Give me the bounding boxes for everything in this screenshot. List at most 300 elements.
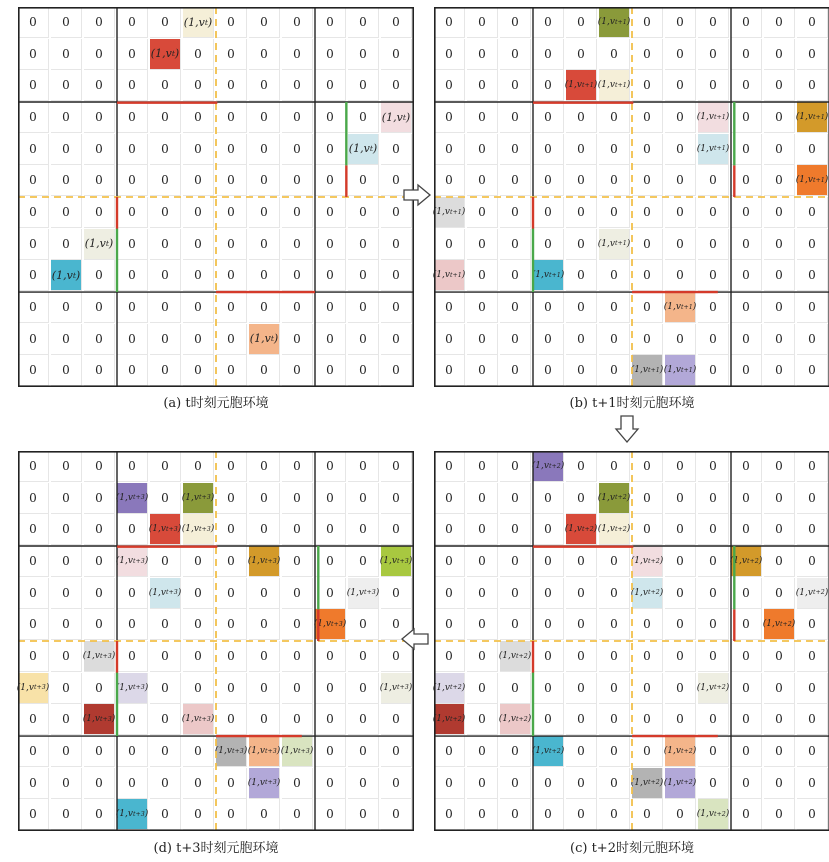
grid-cell: 0 (698, 197, 729, 228)
grid-cell: 0 (632, 641, 663, 672)
grid-cell: 0 (764, 768, 795, 799)
grid-cell: 0 (599, 546, 630, 577)
grid-cell: 0 (216, 70, 247, 101)
grid-cell: 0 (467, 483, 498, 514)
grid-cell: 0 (599, 768, 630, 799)
grid-cell: 0 (84, 102, 115, 133)
grid-cell: 0 (183, 102, 214, 133)
grid-cell: 0 (632, 514, 663, 545)
grid-cell: 0 (599, 134, 630, 165)
grid-cell: 0 (348, 546, 379, 577)
grid-cell: 0 (797, 673, 828, 704)
grid-cell: 0 (698, 292, 729, 323)
grid-cell: 0 (731, 799, 762, 830)
active-cell: (1, v t+2 ) (764, 609, 795, 640)
grid-cell: 0 (566, 673, 597, 704)
active-cell: (1, v t ) (51, 260, 82, 291)
grid-cell: 0 (183, 609, 214, 640)
grid-cell: 0 (467, 609, 498, 640)
grid-cell: 0 (18, 197, 49, 228)
grid-cell: 0 (216, 292, 247, 323)
grid-cell: 0 (731, 102, 762, 133)
grid-cell: 0 (150, 134, 181, 165)
grid-cell: 0 (183, 324, 214, 355)
grid-cell: 0 (282, 609, 313, 640)
grid-cell: 0 (381, 197, 412, 228)
active-cell: (1, v t+2 ) (665, 736, 696, 767)
grid-cell: 0 (731, 39, 762, 70)
grid-cell: 0 (632, 324, 663, 355)
grid-cell: 0 (381, 578, 412, 609)
grid-cell: 0 (249, 229, 280, 260)
grid-cell: 0 (51, 483, 82, 514)
grid-cell: 0 (566, 229, 597, 260)
grid-cell: 0 (797, 704, 828, 735)
grid-cell: 0 (216, 39, 247, 70)
arrow-left-icon (400, 627, 430, 651)
grid-cell: 0 (500, 514, 531, 545)
grid-cell: 0 (731, 197, 762, 228)
grid-cell: 0 (51, 197, 82, 228)
grid-cell: 0 (467, 704, 498, 735)
grid-cell: 0 (183, 197, 214, 228)
grid-cell: 0 (434, 483, 465, 514)
grid-cell: 0 (665, 451, 696, 482)
grid-cell: 0 (18, 355, 49, 386)
grid-cell: 0 (18, 641, 49, 672)
grid-cell: 0 (150, 483, 181, 514)
grid-cell: 0 (150, 260, 181, 291)
grid-cell: 0 (51, 578, 82, 609)
grid-cell: 0 (764, 451, 795, 482)
grid-cell: 0 (566, 292, 597, 323)
active-cell: (1, v t+3 ) (150, 514, 181, 545)
grid-cell: 0 (632, 673, 663, 704)
active-cell: (1, v t+3 ) (249, 736, 280, 767)
grid-cell: 0 (599, 355, 630, 386)
grid-cell: 0 (150, 229, 181, 260)
grid-cell: 0 (315, 641, 346, 672)
grid-cell: 0 (500, 673, 531, 704)
grid-cell: 0 (665, 546, 696, 577)
grid-cell: 0 (150, 324, 181, 355)
active-cell: (1, v t+2 ) (500, 704, 531, 735)
grid-cell: 0 (282, 451, 313, 482)
grid-cell: 0 (216, 229, 247, 260)
grid-cell: 0 (533, 134, 564, 165)
grid-cell: 0 (381, 229, 412, 260)
grid-cell: 0 (282, 355, 313, 386)
grid-cell: 0 (216, 673, 247, 704)
active-cell: (1, v t+3 ) (117, 546, 148, 577)
grid-lines (18, 451, 414, 831)
grid-cell: 0 (533, 165, 564, 196)
grid-cell: 0 (698, 768, 729, 799)
caption-t-plus-1: (b) t+1时刻元胞环境 (569, 396, 695, 411)
active-cell: (1, v t+1 ) (797, 165, 828, 196)
grid-cell: 0 (249, 102, 280, 133)
grid-cell: 0 (18, 165, 49, 196)
grid-cell: 0 (797, 134, 828, 165)
grid-cell: 0 (150, 70, 181, 101)
grid-cell: 0 (665, 102, 696, 133)
grid-cell: 0 (764, 229, 795, 260)
grid-cell: 0 (599, 673, 630, 704)
grid-cell: 0 (467, 134, 498, 165)
grid-cell: 0 (434, 578, 465, 609)
grid-cell: 0 (698, 641, 729, 672)
grid-cell: 0 (731, 514, 762, 545)
grid-cell: 0 (764, 70, 795, 101)
active-cell: (1, v t+3 ) (315, 609, 346, 640)
grid-cell: 0 (500, 260, 531, 291)
grid-cell: 0 (797, 260, 828, 291)
grid-cell: 0 (249, 451, 280, 482)
grid-cell: 0 (533, 102, 564, 133)
grid-cell: 0 (216, 451, 247, 482)
grid-cell: 0 (665, 609, 696, 640)
grid-cell: 0 (467, 799, 498, 830)
grid-cell: 0 (18, 451, 49, 482)
grid-cell: 0 (797, 736, 828, 767)
grid-cell: 0 (797, 514, 828, 545)
grid-cell: 0 (381, 7, 412, 38)
grid-cell: 0 (698, 260, 729, 291)
grid-cell: 0 (665, 324, 696, 355)
grid-cell: 0 (467, 229, 498, 260)
grid-cell: 0 (533, 546, 564, 577)
grid-cell: 0 (315, 134, 346, 165)
grid-cell: 0 (51, 70, 82, 101)
grid-cell: 0 (282, 768, 313, 799)
grid-cell: 0 (731, 483, 762, 514)
grid-cell: 0 (434, 134, 465, 165)
grid-cell: 0 (731, 165, 762, 196)
active-cell: (1, v t+2 ) (632, 768, 663, 799)
grid-cell: 0 (183, 546, 214, 577)
grid-cell: 0 (467, 292, 498, 323)
grid-cell: 0 (315, 229, 346, 260)
grid-cell: 0 (381, 704, 412, 735)
grid-cell: 0 (797, 641, 828, 672)
grid-cell: 0 (566, 134, 597, 165)
grid-cell: 0 (566, 197, 597, 228)
grid-cell: 0 (434, 641, 465, 672)
grid-cell: 0 (500, 229, 531, 260)
grid-cell: 0 (764, 799, 795, 830)
active-cell: (1, v t+1 ) (665, 355, 696, 386)
grid-cell: 0 (665, 39, 696, 70)
grid-cell: 0 (216, 799, 247, 830)
grid-cell: 0 (632, 229, 663, 260)
active-cell: (1, v t ) (381, 102, 412, 133)
grid-cell: 0 (467, 768, 498, 799)
grid-cell: 0 (216, 546, 247, 577)
grid-cell: 0 (84, 673, 115, 704)
grid-cell: 0 (348, 483, 379, 514)
grid-cell: 0 (665, 673, 696, 704)
grid-cell: 0 (381, 165, 412, 196)
grid-cell: 0 (117, 7, 148, 38)
grid-cell: 0 (381, 609, 412, 640)
grid-cell: 0 (51, 451, 82, 482)
active-cell: (1, v t+2 ) (599, 514, 630, 545)
grid-cell: 0 (632, 134, 663, 165)
grid-cell: 0 (51, 165, 82, 196)
grid-cell: 0 (183, 673, 214, 704)
grid-cell: 0 (216, 609, 247, 640)
active-cell: (1, v t+2 ) (632, 546, 663, 577)
grid-cell: 0 (533, 324, 564, 355)
grid-cell: 0 (282, 546, 313, 577)
grid-cell: 0 (282, 7, 313, 38)
grid-cell: 0 (381, 483, 412, 514)
grid-cell: 0 (500, 546, 531, 577)
grid-cell: 0 (599, 641, 630, 672)
grid-cell: 0 (434, 451, 465, 482)
grid-cell: 0 (117, 578, 148, 609)
grid-cell: 0 (315, 799, 346, 830)
active-cell: (1, v t+2 ) (665, 768, 696, 799)
grid-cell: 0 (348, 70, 379, 101)
grid-cell: 0 (764, 673, 795, 704)
grid-cell: 0 (84, 39, 115, 70)
grid-cell: 0 (183, 70, 214, 101)
grid-cell: 0 (797, 768, 828, 799)
grid-cell: 0 (731, 134, 762, 165)
grid-cell: 0 (315, 451, 346, 482)
grid-cell: 0 (348, 355, 379, 386)
grid-panel-t (18, 7, 414, 387)
grid-cell: 0 (348, 260, 379, 291)
grid-cell: 0 (183, 799, 214, 830)
grid-cell: 0 (51, 514, 82, 545)
grid-cell: 0 (500, 39, 531, 70)
grid-cell: 0 (348, 7, 379, 38)
grid-cell: 0 (797, 609, 828, 640)
grid-cell: 0 (434, 292, 465, 323)
grid-cell: 0 (150, 799, 181, 830)
grid-cell: 0 (434, 165, 465, 196)
grid-cell: 0 (216, 197, 247, 228)
grid-cell: 0 (51, 641, 82, 672)
grid-cell: 0 (18, 102, 49, 133)
grid-cell: 0 (533, 355, 564, 386)
grid-panel-t-plus-2 (434, 451, 829, 831)
grid-cell: 0 (150, 736, 181, 767)
grid-cell: 0 (51, 609, 82, 640)
grid-cell: 0 (117, 229, 148, 260)
grid-cell: 0 (731, 609, 762, 640)
grid-cell: 0 (599, 609, 630, 640)
grid-cell: 0 (18, 229, 49, 260)
grid-cell: 0 (117, 102, 148, 133)
grid-cell: 0 (348, 197, 379, 228)
grid-cell: 0 (632, 799, 663, 830)
grid-cell: 0 (764, 736, 795, 767)
grid-cell: 0 (84, 7, 115, 38)
grid-cell: 0 (467, 39, 498, 70)
grid-cell: 0 (84, 197, 115, 228)
active-cell: (1, v t+2 ) (698, 799, 729, 830)
grid-cell: 0 (632, 165, 663, 196)
grid-cell: 0 (500, 7, 531, 38)
grid-cell: 0 (632, 70, 663, 101)
grid-cell: 0 (183, 165, 214, 196)
grid-cell: 0 (731, 578, 762, 609)
grid-cell: 0 (599, 260, 630, 291)
grid-cell: 0 (566, 102, 597, 133)
grid-cell: 0 (434, 102, 465, 133)
grid-cell: 0 (84, 292, 115, 323)
grid-cell: 0 (698, 70, 729, 101)
grid-cell: 0 (566, 609, 597, 640)
active-cell: (1, v t+3 ) (117, 483, 148, 514)
grid-cell: 0 (381, 451, 412, 482)
grid-cell: 0 (183, 578, 214, 609)
grid-cell: 0 (731, 70, 762, 101)
grid-cell: 0 (117, 134, 148, 165)
grid-cell: 0 (315, 546, 346, 577)
grid-cell: 0 (698, 355, 729, 386)
grid-cell: 0 (348, 324, 379, 355)
grid-cell: 0 (51, 546, 82, 577)
grid-cell: 0 (249, 355, 280, 386)
grid-cell: 0 (216, 134, 247, 165)
grid-cell: 0 (533, 641, 564, 672)
grid-cell: 0 (797, 292, 828, 323)
active-cell: (1, v t+1 ) (566, 70, 597, 101)
grid-cell: 0 (117, 355, 148, 386)
grid-cell: 0 (150, 768, 181, 799)
grid-cell: 0 (51, 292, 82, 323)
grid-cell: 0 (632, 197, 663, 228)
caption-t: (a) t时刻元胞环境 (163, 396, 269, 411)
grid-cell: 0 (216, 260, 247, 291)
grid-cell: 0 (150, 292, 181, 323)
grid-cell: 0 (18, 736, 49, 767)
grid-cell: 0 (533, 229, 564, 260)
grid-cell: 0 (533, 70, 564, 101)
grid-cell: 0 (117, 451, 148, 482)
grid-cell: 0 (381, 39, 412, 70)
grid-lines (434, 451, 829, 831)
grid-cell: 0 (632, 609, 663, 640)
grid-cell: 0 (698, 546, 729, 577)
grid-cell: 0 (249, 578, 280, 609)
grid-cell: 0 (216, 483, 247, 514)
grid-cell: 0 (698, 514, 729, 545)
active-cell: (1, v t+1 ) (599, 70, 630, 101)
grid-cell: 0 (84, 451, 115, 482)
grid-cell: 0 (249, 260, 280, 291)
grid-cell: 0 (84, 260, 115, 291)
grid-cell: 0 (632, 736, 663, 767)
grid-cell: 0 (381, 355, 412, 386)
active-cell: (1, v t+1 ) (698, 134, 729, 165)
grid-cell: 0 (434, 768, 465, 799)
active-cell: (1, v t+3 ) (216, 736, 247, 767)
grid-cell: 0 (348, 39, 379, 70)
grid-cell: 0 (249, 70, 280, 101)
grid-cell: 0 (665, 70, 696, 101)
caption-t-plus-3: (d) t+3时刻元胞环境 (153, 841, 279, 856)
grid-cell: 0 (500, 736, 531, 767)
grid-cell: 0 (566, 546, 597, 577)
grid-cell: 0 (566, 641, 597, 672)
grid-cell: 0 (315, 578, 346, 609)
grid-cell: 0 (84, 165, 115, 196)
grid-cell: 0 (731, 324, 762, 355)
grid-cell: 0 (216, 641, 247, 672)
grid-cell: 0 (51, 229, 82, 260)
grid-cell: 0 (249, 609, 280, 640)
active-cell: (1, v t+1 ) (533, 260, 564, 291)
grid-cell: 0 (467, 641, 498, 672)
active-cell: (1, v t ) (150, 39, 181, 70)
grid-cell: 0 (84, 514, 115, 545)
grid-cell: 0 (51, 704, 82, 735)
grid-cell: 0 (84, 324, 115, 355)
grid-cell: 0 (665, 799, 696, 830)
grid-cell: 0 (566, 704, 597, 735)
grid-cell: 0 (500, 768, 531, 799)
grid-cell: 0 (500, 165, 531, 196)
grid-cell: 0 (381, 736, 412, 767)
grid-cell: 0 (51, 324, 82, 355)
grid-cell: 0 (249, 165, 280, 196)
grid-cell: 0 (183, 134, 214, 165)
grid-cell: 0 (348, 102, 379, 133)
grid-cell: 0 (117, 292, 148, 323)
active-cell: (1, v t+3 ) (282, 736, 313, 767)
active-cell: (1, v t+2 ) (731, 546, 762, 577)
grid-cell: 0 (381, 768, 412, 799)
grid-cell: 0 (381, 260, 412, 291)
grid-cell: 0 (315, 102, 346, 133)
active-cell: (1, v t+2 ) (698, 673, 729, 704)
grid-cell: 0 (18, 483, 49, 514)
active-cell: (1, v t+3 ) (249, 546, 280, 577)
grid-cell: 0 (249, 641, 280, 672)
active-cell: (1, v t+2 ) (533, 451, 564, 482)
active-cell: (1, v t+2 ) (434, 673, 465, 704)
grid-cell: 0 (183, 641, 214, 672)
grid-cell: 0 (533, 578, 564, 609)
grid-cell: 0 (282, 324, 313, 355)
grid-cell: 0 (381, 324, 412, 355)
grid-cell: 0 (764, 292, 795, 323)
grid-cell: 0 (731, 673, 762, 704)
grid-cell: 0 (797, 546, 828, 577)
grid-cell: 0 (282, 292, 313, 323)
grid-cell: 0 (599, 197, 630, 228)
grid-cell: 0 (797, 483, 828, 514)
grid-cell: 0 (150, 609, 181, 640)
grid-cell: 0 (150, 7, 181, 38)
grid-cell: 0 (797, 324, 828, 355)
grid-cell: 0 (500, 578, 531, 609)
active-cell: (1, v t+3 ) (183, 514, 214, 545)
grid-cell: 0 (632, 7, 663, 38)
grid-cell: 0 (315, 7, 346, 38)
arrow-down-icon (614, 414, 640, 444)
grid-cell: 0 (764, 704, 795, 735)
grid-cell: 0 (434, 70, 465, 101)
grid-cell: 0 (533, 704, 564, 735)
grid-cell: 0 (467, 197, 498, 228)
grid-cell: 0 (764, 197, 795, 228)
